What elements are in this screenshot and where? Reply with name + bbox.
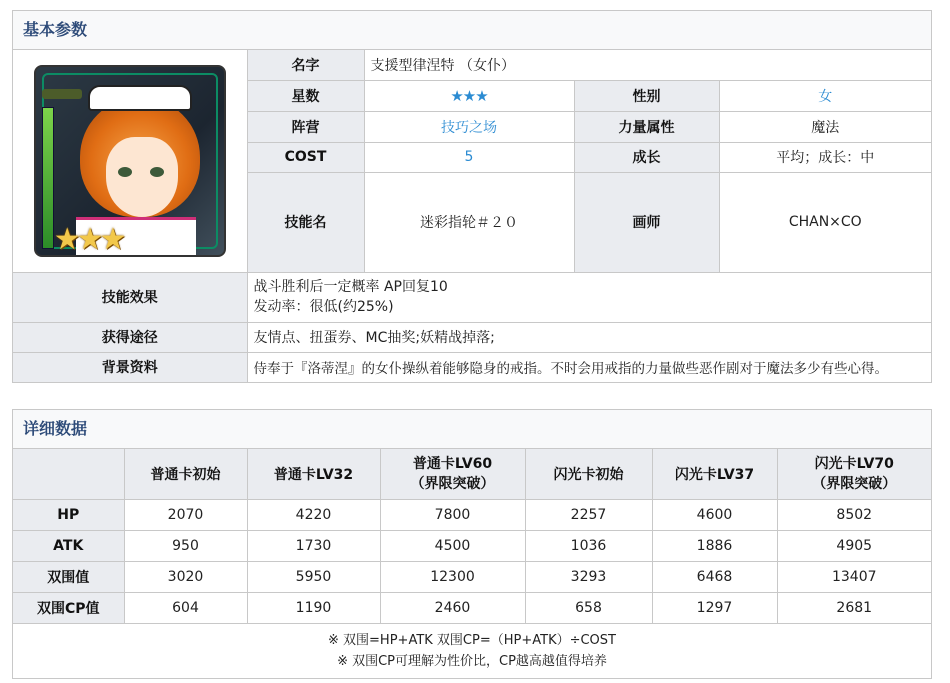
name-label: 名字 xyxy=(247,50,364,80)
table-cell: 7800 xyxy=(380,499,525,530)
hp-gauge xyxy=(42,107,54,249)
table-cell: 658 xyxy=(525,592,652,623)
camp-link[interactable]: 技巧之场 xyxy=(364,111,574,142)
skill-label: 技能名 xyxy=(247,172,364,272)
background-label: 背景资料 xyxy=(13,352,247,382)
table-cell: 1036 xyxy=(525,530,652,561)
table-cell: 1730 xyxy=(247,530,380,561)
table-cell: 1297 xyxy=(652,592,777,623)
table-row xyxy=(13,561,931,592)
table-cell: 13407 xyxy=(777,561,931,592)
basic-params-title: 基本参数 xyxy=(13,11,931,50)
maid-headband xyxy=(88,85,192,111)
table-cell: 2070 xyxy=(124,499,247,530)
table-cell: 4500 xyxy=(380,530,525,561)
power-label: 力量属性 xyxy=(574,111,719,142)
character-portrait[interactable] xyxy=(34,65,226,257)
table-cell: 4600 xyxy=(652,499,777,530)
row-label: ATK xyxy=(13,530,124,561)
table-cell: 3293 xyxy=(525,561,652,592)
effect-label: 技能效果 xyxy=(13,272,247,322)
portrait-cell xyxy=(13,50,247,272)
table-cell: 3020 xyxy=(124,561,247,592)
detail-data-table xyxy=(13,449,931,678)
gender-link[interactable]: 女 xyxy=(719,80,931,111)
notes-row xyxy=(13,623,931,678)
notes-cell xyxy=(13,623,931,678)
artist-value: CHAN×CO xyxy=(719,172,931,272)
table-row xyxy=(13,499,931,530)
table-row xyxy=(13,592,931,623)
left-eye xyxy=(118,167,132,177)
note-line-2: ※ 双围CP可理解为性价比，CP越高越值得培养 xyxy=(337,653,607,669)
table-cell: 2460 xyxy=(380,592,525,623)
table-cell: 4905 xyxy=(777,530,931,561)
col-header: 闪光卡初始 xyxy=(525,449,652,499)
camp-label: 阵营 xyxy=(247,111,364,142)
table-cell: 1886 xyxy=(652,530,777,561)
cost-label: COST xyxy=(247,142,364,172)
growth-label: 成长 xyxy=(574,142,719,172)
col-header: 闪光卡LV70 （界限突破） xyxy=(777,449,931,499)
star-label: 星数 xyxy=(247,80,364,111)
col-header: 普通卡初始 xyxy=(124,449,247,499)
table-cell: 950 xyxy=(124,530,247,561)
effect-value xyxy=(247,272,931,322)
detail-data-panel xyxy=(12,409,932,679)
table-cell: 4220 xyxy=(247,499,380,530)
artist-label: 画师 xyxy=(574,172,719,272)
growth-value: 平均；成长：中 xyxy=(719,142,931,172)
table-cell: 12300 xyxy=(380,561,525,592)
obtain-value: 友情点、扭蛋券、MC抽奖;妖精战掉落; xyxy=(247,322,931,352)
row-label: HP xyxy=(13,499,124,530)
weapon-icon xyxy=(42,89,82,99)
col-header: 闪光卡LV37 xyxy=(652,449,777,499)
table-cell: 604 xyxy=(124,592,247,623)
col-header: 普通卡LV32 xyxy=(247,449,380,499)
table-cell: 2681 xyxy=(777,592,931,623)
table-cell: 6468 xyxy=(652,561,777,592)
table-cell: 8502 xyxy=(777,499,931,530)
power-value: 魔法 xyxy=(719,111,931,142)
row-label: 双围值 xyxy=(13,561,124,592)
effect-line-1: 战斗胜利后一定概率 AP回复10 xyxy=(253,279,448,295)
cost-link[interactable]: 5 xyxy=(364,142,574,172)
basic-params-panel xyxy=(12,10,932,383)
skill-value: 迷彩指轮＃２０ xyxy=(364,172,574,272)
row-label: 双围CP值 xyxy=(13,592,124,623)
table-row xyxy=(13,530,931,561)
table-cell: 2257 xyxy=(525,499,652,530)
gender-label: 性别 xyxy=(574,80,719,111)
note-line-1: ※ 双围=HP+ATK 双围CP=（HP+ATK）÷COST xyxy=(328,632,616,648)
table-cell: 5950 xyxy=(247,561,380,592)
detail-header-row xyxy=(13,449,931,499)
detail-corner xyxy=(13,449,124,499)
col-header: 普通卡LV60 （界限突破） xyxy=(380,449,525,499)
obtain-label: 获得途径 xyxy=(13,322,247,352)
right-eye xyxy=(150,167,164,177)
name-value: 支援型律涅特 （女仆） xyxy=(364,50,931,80)
background-value: 侍奉于『洛蒂涅』的女仆操纵着能够隐身的戒指。不时会用戒指的力量做些恶作剧对于魔法多少有些心得。 xyxy=(247,352,931,382)
character-face xyxy=(106,137,178,217)
effect-line-2: 发动率：很低(约25%) xyxy=(253,299,394,315)
star-value: ★★★ xyxy=(364,80,574,111)
table-cell: 1190 xyxy=(247,592,380,623)
detail-data-title: 详细数据 xyxy=(13,410,931,449)
rarity-stars-icon: ★★★ xyxy=(53,221,123,257)
basic-params-table xyxy=(13,50,931,382)
